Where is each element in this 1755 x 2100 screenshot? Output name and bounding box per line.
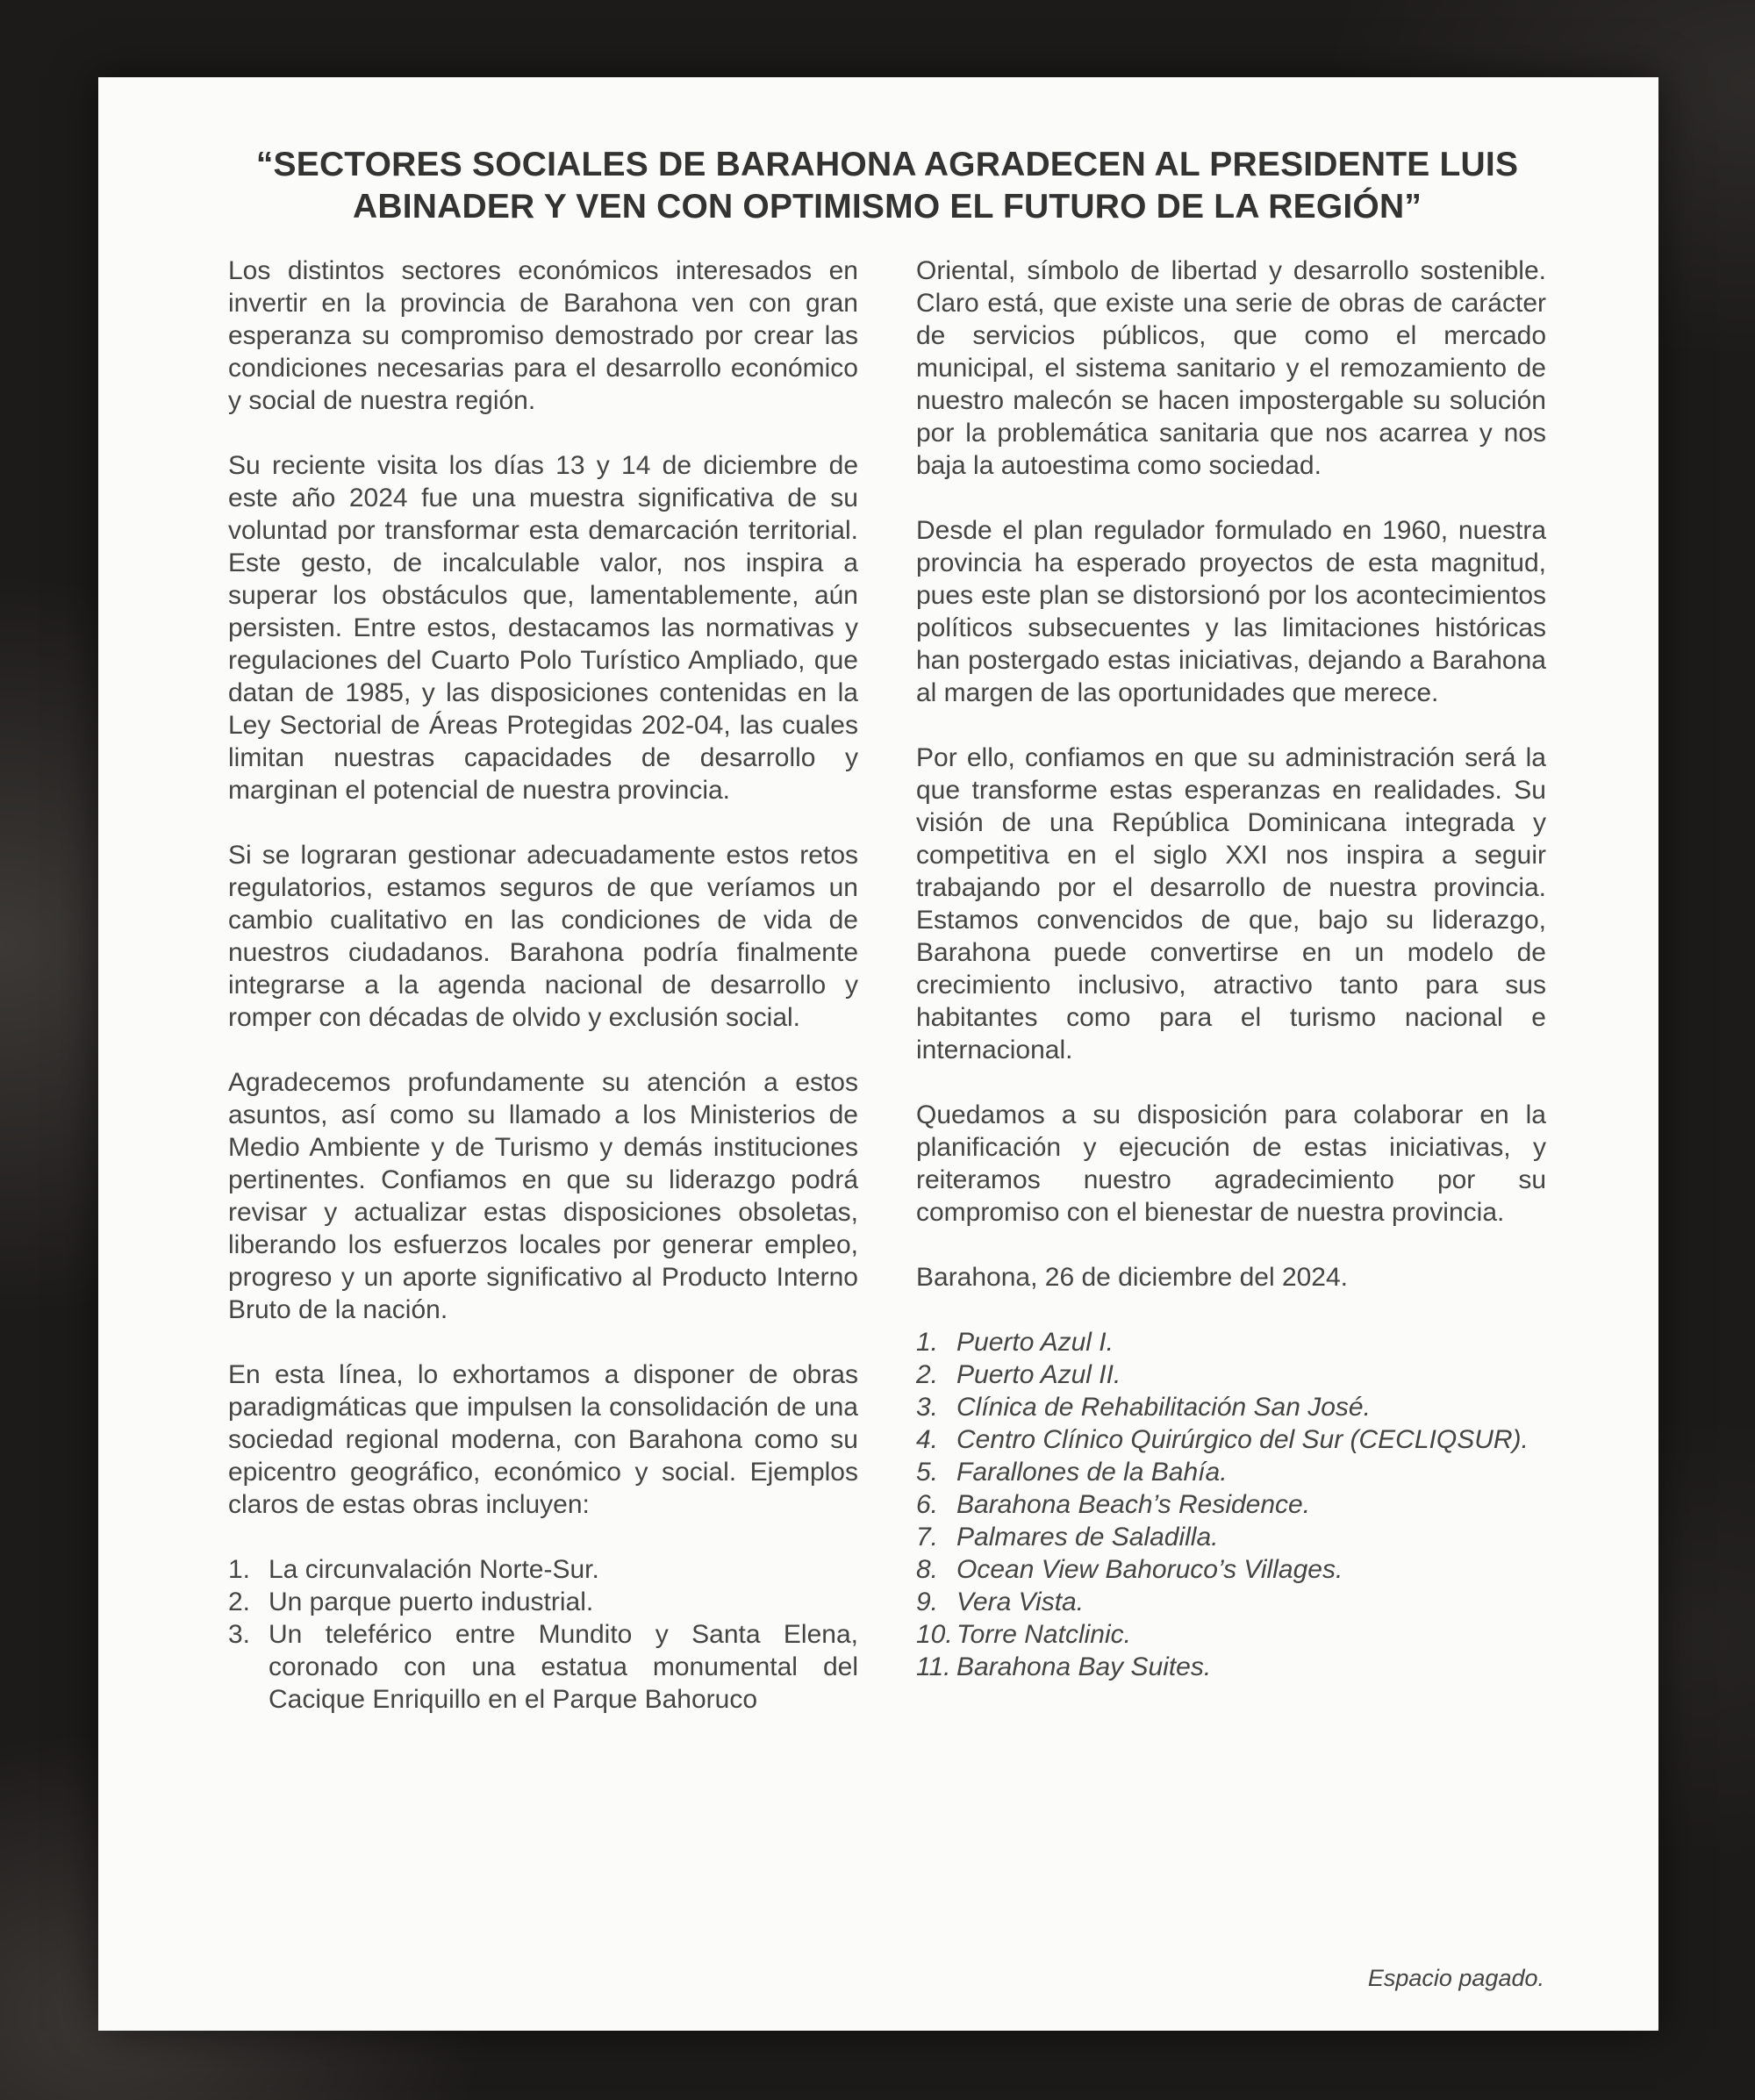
item-text: Ocean View Bahoruco’s Villages. [956,1555,1343,1584]
numbered-list-item [916,1358,1546,1391]
paragraph: Quedamos a su disposición para colaborar en la planificación y ejecución de estas iniciativas, y reiteramos nuestro agradecimiento por su compromiso con el bienestar de nuestra provincia. [916,1100,1546,1227]
projects-list [916,1326,1546,1683]
numbered-list-item [916,1456,1546,1488]
numbered-list-item [916,1521,1546,1553]
item-number: 7. [916,1523,939,1552]
numbered-list-item [916,1391,1546,1423]
item-text: Barahona Bay Suites. [956,1652,1212,1681]
item-number: 2. [916,1360,939,1389]
paragraph: Los distintos sectores económicos interesados en invertir en la provincia de Barahona ven con gran esperanza su compromiso demostrado por crear las condiciones necesarias para el desarrollo económico y social de nuestra región. [228,256,858,415]
numbered-list-item [916,1423,1546,1456]
item-number: 5. [916,1458,939,1487]
paragraph: En esta línea, lo exhortamos a disponer de obras paradigmáticas que impulsen la consolidación de una sociedad regional moderna, con Barahona como su epicentro geográfico, económico y social. Ejemplos claros de estas obras incluyen: [228,1360,858,1519]
item-number: 6. [916,1490,939,1519]
paragraph: Si se lograran gestionar adecuadamente estos retos regulatorios, estamos seguros de que veríamos un cambio cualitativo en las condiciones de vida de nuestros ciudadanos. Barahona podría finalmente integrarse a la agenda nacional de desarrollo y romper con décadas de olvido y exclusión social. [228,841,858,1032]
document-title: “SECTORES SOCIALES DE BARAHONA AGRADECEN AL PRESIDENTE LUIS ABINADER Y VEN CON OPTIMISMO EL FUTURO DE LA REGIÓN” [255,146,1519,226]
item-number: 10. [916,1620,953,1649]
item-number: 11. [916,1652,951,1681]
item-text: Clínica de Rehabilitación San José. [956,1393,1371,1422]
item-number: 4. [916,1425,939,1454]
item-number: 9. [916,1588,939,1616]
date-line: Barahona, 26 de diciembre del 2024. [916,1263,1349,1292]
item-number: 1. [228,1555,251,1584]
item-number: 3. [916,1393,939,1422]
document-page [98,77,1658,2031]
numbered-list-item [916,1553,1546,1586]
paragraph: Agradecemos profundamente su atención a estos asuntos, así como su llamado a los Ministerios de Medio Ambiente y de Turismo y demás instituciones pertinentes. Confiamos en que su liderazgo podrá revisar y actualizar estas disposiciones obsoletas, liberando los esfuerzos locales por generar empleo, progreso y un aporte significativo al Producto Interno Bruto de la nación. [228,1068,858,1324]
numbered-list-item [228,1553,858,1586]
numbered-list-item [916,1326,1546,1358]
right-column [916,254,1546,1716]
item-number: 2. [228,1588,251,1616]
numbered-list-item [228,1618,858,1716]
works-list [228,1553,858,1716]
numbered-list-item [916,1618,1546,1651]
item-text: Centro Clínico Quirúrgico del Sur (CECLIQSUR). [956,1425,1529,1454]
item-number: 3. [228,1620,251,1649]
item-text: Un parque puerto industrial. [269,1588,594,1616]
document-columns [228,254,1546,1716]
paragraph: Desde el plan regulador formulado en 1960, nuestra provincia ha esperado proyectos de esta magnitud, pues este plan se distorsionó por los acontecimientos políticos subsecuentes y las limitaciones históricas han postergado estas iniciativas, dejando a Barahona al margen de las oportunidades que merece. [916,516,1546,707]
numbered-list-item [916,1586,1546,1618]
item-text: Torre Natclinic. [956,1620,1131,1649]
numbered-list-item [916,1488,1546,1521]
item-text: Puerto Azul I. [956,1328,1114,1357]
item-text: Palmares de Saladilla. [956,1523,1219,1552]
paragraph: Por ello, confiamos en que su administración será la que transforme estas esperanzas en realidades. Su visión de una República Dominicana integrada y competitiva en el siglo XXI nos inspira a seguir trabajando por el desarrollo de nuestra provincia. Estamos convencidos de que, bajo su liderazgo, Barahona puede convertirse en un modelo de crecimiento inclusivo, atractivo tanto para sus habitantes como para el turismo nacional e internacional. [916,743,1546,1064]
paragraph: Oriental, símbolo de libertad y desarrollo sostenible. Claro está, que existe una serie de obras de carácter de servicios públicos, que como el mercado municipal, el sistema sanitario y el remozamiento de nuestro malecón se hacen impostergable su solución por la problemática sanitaria que nos acarrea y nos baja la autoestima como sociedad. [916,256,1546,480]
item-number: 8. [916,1555,939,1584]
item-text: Vera Vista. [956,1588,1085,1616]
item-number: 1. [916,1328,939,1357]
item-text: Barahona Beach’s Residence. [956,1490,1311,1519]
item-text: Puerto Azul II. [956,1360,1121,1389]
paragraph: Su reciente visita los días 13 y 14 de diciembre de este año 2024 fue una muestra significativa de su voluntad por transformar esta demarcación territorial. Este gesto, de incalculable valor, nos inspira a superar los obstáculos que, lamentablemente, aún persisten. Entre estos, destacamos las normativas y regulaciones del Cuarto Polo Turístico Ampliado, que datan de 1985, y las disposiciones contenidas en la Ley Sectorial de Áreas Protegidas 202-04, las cuales limitan nuestras capacidades de desarrollo y marginan el potencial de nuestra provincia. [228,451,858,805]
numbered-list-item [228,1586,858,1618]
item-text: Farallones de la Bahía. [956,1458,1228,1487]
paid-space-note: Espacio pagado. [1367,1965,1544,1991]
item-text: Un teleférico entre Mundito y Santa Elena, coronado con una estatua monumental del Cacique Enriquillo en el Parque Bahoruco [269,1620,858,1714]
item-text: La circunvalación Norte-Sur. [269,1555,599,1584]
numbered-list-item [916,1651,1546,1683]
left-column [228,254,858,1716]
